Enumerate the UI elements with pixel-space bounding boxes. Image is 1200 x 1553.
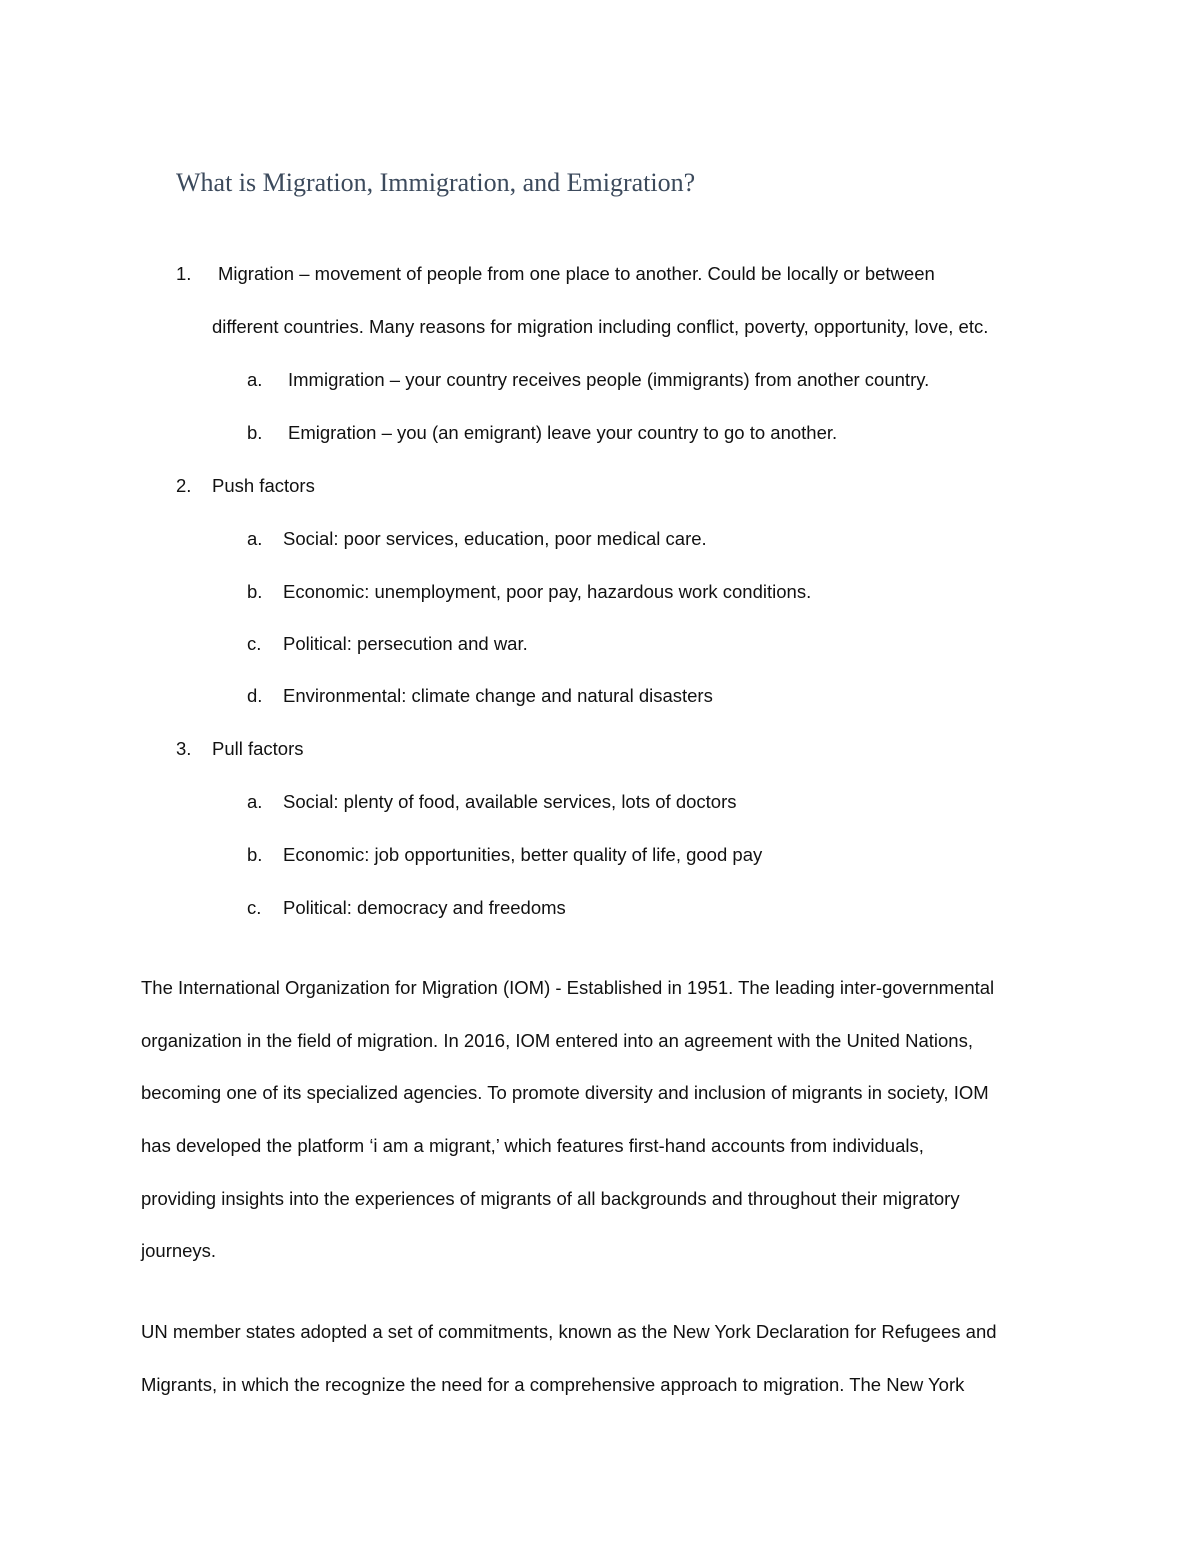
sublist-item-text: Emigration – you (an emigrant) leave your country to go to another.	[288, 422, 838, 443]
list-marker: 3.	[176, 738, 192, 759]
sublist-marker: a.	[247, 791, 263, 812]
paragraph-line: becoming one of its specialized agencies. To promote diversity and inclusion of migrants in society, IOM	[141, 1082, 989, 1103]
list-item-text: Migration – movement of people from one place to another. Could be locally or between	[218, 263, 935, 284]
sublist-marker: b.	[247, 844, 263, 865]
sublist-item-text: Social: poor services, education, poor medical care.	[283, 528, 707, 549]
sublist-item-text: Political: democracy and freedoms	[283, 897, 566, 918]
sublist-item-text: Environmental: climate change and natural disasters	[283, 685, 713, 706]
paragraph-line: organization in the field of migration. In 2016, IOM entered into an agreement with the United Nations,	[141, 1030, 973, 1051]
list-item-text: Pull factors	[212, 738, 304, 759]
paragraph-line: journeys.	[141, 1240, 217, 1261]
list-item-text: different countries. Many reasons for migration including conflict, poverty, opportunity, love, etc.	[212, 316, 989, 337]
paragraph-line: The International Organization for Migration (IOM) - Established in 1951. The leading inter-governmental	[141, 977, 995, 998]
sublist-item-text: Economic: unemployment, poor pay, hazardous work conditions.	[283, 581, 812, 602]
list-marker: 1.	[176, 263, 192, 284]
sublist-marker: a.	[247, 528, 263, 549]
paragraph-line: UN member states adopted a set of commitments, known as the New York Declaration for Refugees and	[141, 1321, 997, 1342]
sublist-marker: c.	[247, 897, 262, 918]
sublist-marker: a.	[247, 369, 263, 390]
paragraph-line: has developed the platform ‘i am a migrant,’ which features first-hand accounts from individuals,	[141, 1135, 924, 1156]
sublist-marker: c.	[247, 633, 262, 654]
paragraph-line: providing insights into the experiences of migrants of all backgrounds and throughout their migratory	[141, 1188, 960, 1209]
list-marker: 2.	[176, 475, 192, 496]
sublist-marker: b.	[247, 581, 263, 602]
sublist-marker: b.	[247, 422, 263, 443]
list-item-text: Push factors	[212, 475, 315, 496]
paragraph-line: Migrants, in which the recognize the need for a comprehensive approach to migration. The New York	[141, 1374, 965, 1395]
sublist-item-text: Immigration – your country receives people (immigrants) from another country.	[288, 369, 930, 390]
sublist-item-text: Social: plenty of food, available services, lots of doctors	[283, 791, 737, 812]
page-title: What is Migration, Immigration, and Emigration?	[176, 168, 696, 197]
sublist-item-text: Political: persecution and war.	[283, 633, 528, 654]
sublist-marker: d.	[247, 685, 263, 706]
sublist-item-text: Economic: job opportunities, better quality of life, good pay	[283, 844, 763, 865]
